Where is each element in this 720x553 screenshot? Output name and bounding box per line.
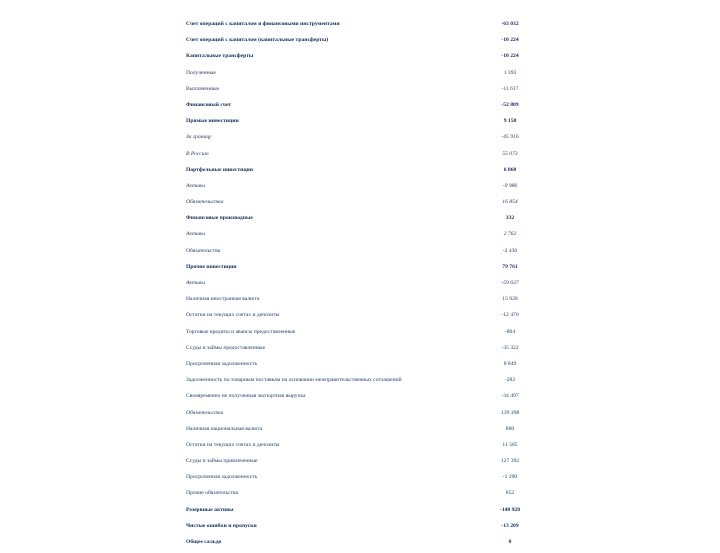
table-row [178, 19, 538, 35]
row-value: -9 986 [502, 182, 518, 189]
row-value: -282 [504, 377, 516, 384]
row-label: Остатки на текущих счетах и депозиты [186, 441, 280, 448]
table-row [178, 116, 538, 132]
row-value: -804 [504, 328, 516, 335]
table-row [178, 246, 538, 262]
row-label: Прочие обязательства [186, 490, 239, 497]
row-label: Ссуды и займы привлеченные [186, 458, 258, 465]
row-label: Выплаченные [186, 85, 220, 92]
row-label: Своевременно не полученная экспортная выручка [186, 393, 306, 400]
row-label: Активы [186, 280, 206, 286]
table-row [178, 424, 538, 440]
table-row [178, 310, 538, 326]
row-label: Наличная национальная валюта [186, 425, 263, 432]
row-label: Обязательства [186, 247, 221, 254]
table-row [178, 165, 538, 181]
table-row [178, 456, 538, 472]
table-row [178, 149, 538, 165]
row-value: 139 398 [500, 409, 520, 416]
row-label: Активы [186, 182, 206, 189]
row-label: В Россию [186, 150, 209, 157]
table-row [178, 35, 538, 51]
row-value: -2 430 [502, 247, 518, 254]
row-label: Обязательства [186, 199, 224, 206]
row-value: 9 158 [503, 118, 517, 125]
row-label: Капитальные трансферты [186, 53, 254, 60]
row-value: 860 [505, 425, 515, 432]
row-label: Прочие инвестиции [186, 263, 237, 270]
row-value: -45 916 [501, 134, 519, 141]
row-label: Наличная иностранная валюта [186, 296, 260, 303]
table-row [178, 278, 538, 294]
row-value: -148 928 [499, 506, 521, 513]
row-value: 332 [505, 215, 515, 222]
table-row [178, 505, 538, 521]
row-value: -35 322 [501, 344, 519, 351]
row-value: 852 [505, 490, 515, 497]
row-label: Задолженность по товарным поставкам на основании межправительственных соглашений [186, 377, 402, 384]
row-value: 2 762 [503, 231, 517, 238]
row-label: Ссуды и займы предоставленные [186, 344, 265, 351]
row-value: -12 470 [501, 312, 519, 319]
row-label: Общее сальдо [186, 539, 222, 545]
row-label: Остатки на текущих счетах и депозиты [186, 312, 280, 319]
table-row [178, 472, 538, 488]
row-value: 127 392 [500, 458, 520, 465]
row-label: Просроченная задолженность [186, 360, 258, 367]
table-row [178, 359, 538, 375]
table-row [178, 229, 538, 245]
row-value: 15 928 [502, 296, 518, 303]
row-label: Счет операций с капиталом и финансовыми инструментами [186, 21, 340, 27]
row-label: За границу [186, 134, 212, 141]
row-label: Финансовые производные [186, 215, 253, 222]
table-row [178, 375, 538, 391]
row-label: Резервные активы [186, 506, 234, 513]
row-label: Активы [186, 231, 206, 238]
row-value: -10 224 [501, 53, 519, 60]
table-row [178, 213, 538, 229]
row-value: -52 809 [501, 101, 519, 108]
table-row [178, 343, 538, 359]
row-value: 8 849 [503, 360, 517, 367]
row-value: -63 032 [501, 21, 519, 27]
row-label: Прямые инвестиции [186, 118, 239, 125]
row-value: 16 854 [502, 199, 518, 206]
table-row [178, 100, 538, 116]
row-label: Торговые кредиты и авансы предоставленные [186, 328, 296, 335]
table-row [178, 197, 538, 213]
table-row [178, 181, 538, 197]
balance-table [178, 19, 538, 553]
row-value: -10 224 [501, 37, 519, 44]
table-row [178, 294, 538, 310]
table-row [178, 262, 538, 278]
table-row [178, 408, 538, 424]
row-value: 6 868 [503, 166, 517, 173]
row-label: Обязательства [186, 409, 224, 416]
table-row [178, 391, 538, 407]
row-value: 55 073 [502, 150, 518, 157]
table-row [178, 68, 538, 84]
row-label: Чистые ошибки и пропуски [186, 522, 257, 529]
table-row [178, 537, 538, 553]
row-value: 79 761 [502, 263, 518, 270]
row-label: Полученные [186, 69, 216, 76]
row-value: 1 393 [503, 69, 517, 76]
row-label: Счет операций с капиталом (капитальные трансферты) [186, 37, 329, 44]
row-label: Портфельные инвестиции [186, 166, 253, 173]
table-row [178, 327, 538, 343]
table-row [178, 51, 538, 67]
row-label: Финансовый счет [186, 101, 232, 108]
row-value: 0 [508, 539, 512, 545]
table-row [178, 440, 538, 456]
row-value: -34 497 [501, 393, 519, 400]
row-value: 11 585 [502, 441, 518, 448]
row-label: Просроченная задолженность [186, 474, 258, 481]
table-row [178, 488, 538, 504]
table-row [178, 132, 538, 148]
table-row [178, 521, 538, 537]
row-value: -13 209 [501, 522, 519, 529]
row-value: -59 637 [501, 280, 519, 286]
table-row [178, 84, 538, 100]
row-value: -1 290 [502, 474, 518, 481]
row-value: -11 617 [501, 85, 519, 92]
